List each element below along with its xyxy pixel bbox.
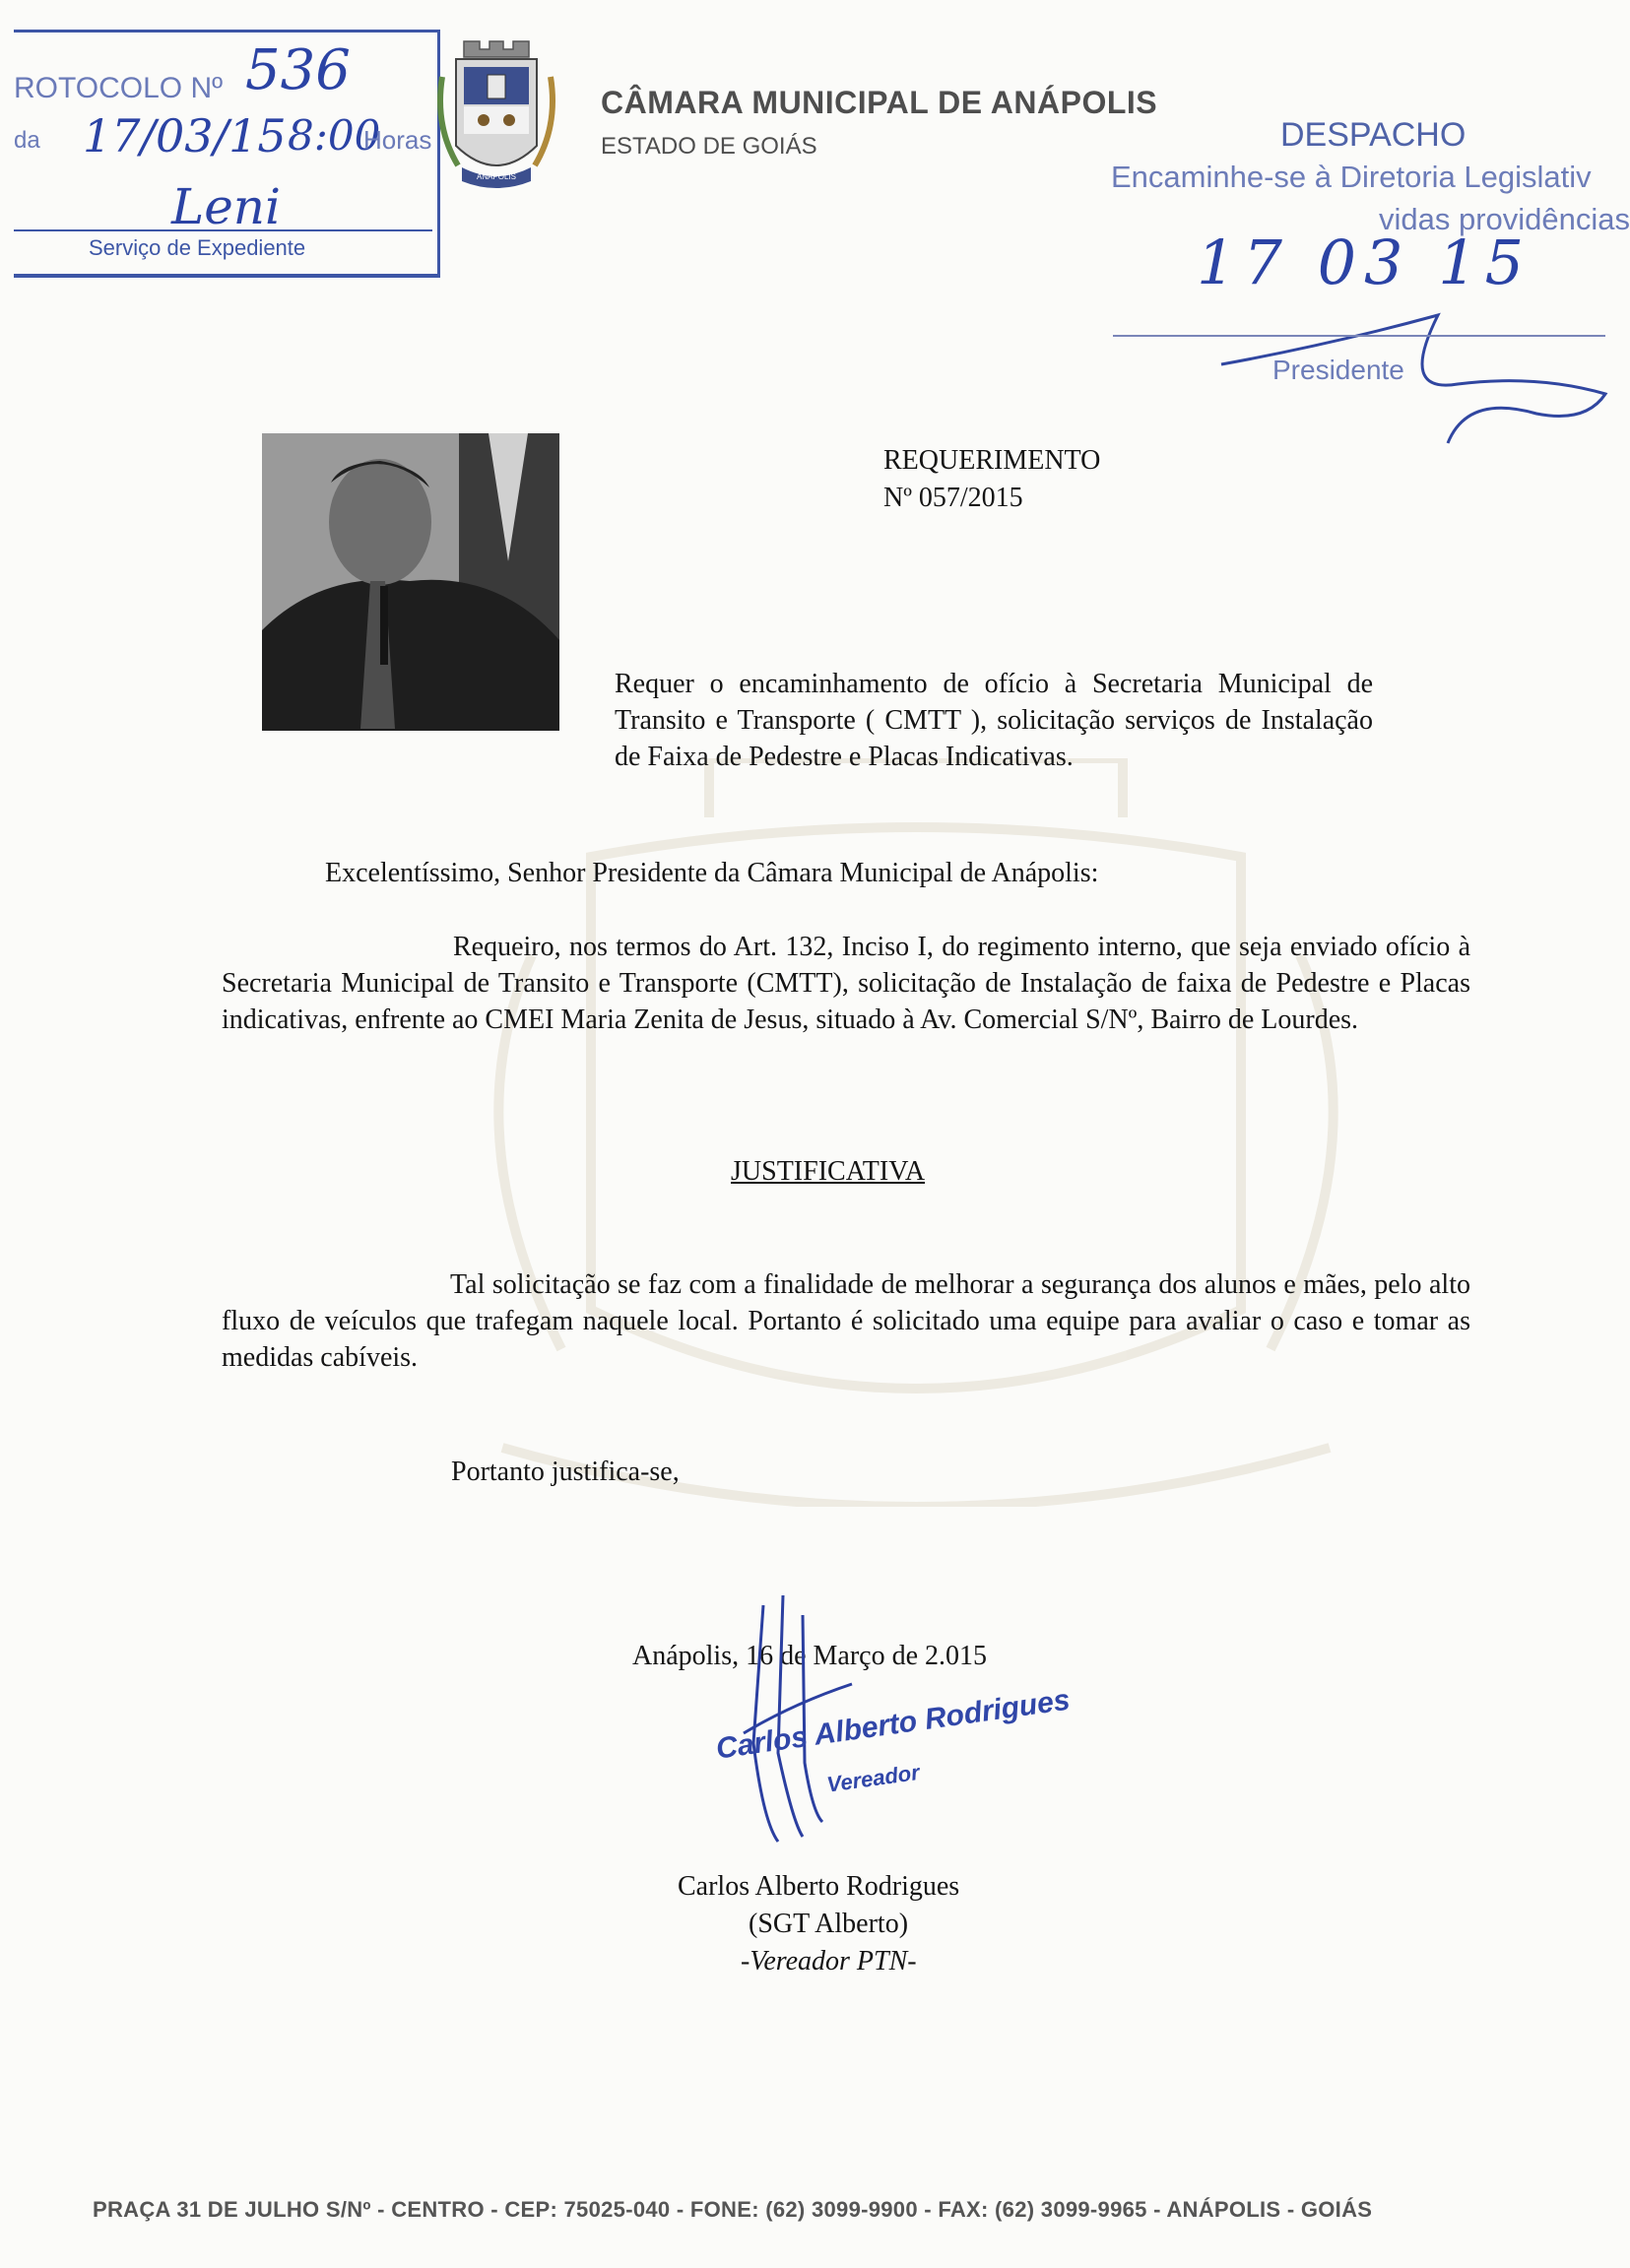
state-name: ESTADO DE GOIÁS: [601, 133, 817, 160]
footer-address: PRAÇA 31 DE JULHO S/Nº - CENTRO - CEP: 75025-040 - FONE: (62) 3099-9900 - FAX: (62) 3099-9965 - ANÁPOLIS - GOIÁS: [93, 2197, 1373, 2222]
protocol-number: 536: [245, 38, 351, 102]
protocol-number-label: ROTOCOLO Nº: [14, 72, 224, 104]
protocol-date: 17/03/15: [83, 109, 287, 162]
document-title: REQUERIMENTO: [883, 445, 1101, 476]
crest-banner-text: ANÁPOLIS: [476, 172, 517, 181]
protocol-date-label: da: [14, 127, 40, 154]
dispatch-role: Presidente: [1272, 355, 1404, 385]
protocol-service: Serviço de Expediente: [89, 235, 306, 260]
salutation: Excelentíssimo, Senhor Presidente da Câmara Municipal de Anápolis:: [325, 858, 1099, 888]
request-paragraph: Requeiro, nos termos do Art. 132, Inciso I, do regimento interno, que seja enviado ofício à Secretaria Municipal de Transito e Transporte (CMTT), solicitação de Instalação de faixa de Pedestre e Placas indicativas, enfrente ao CMEI Maria Zenita de Jesus, situado à Av. Comercial S/Nº, Bairro de Lourdes.: [222, 932, 1470, 1035]
signature-stamp-role: Vereador: [825, 1759, 922, 1797]
dispatch-stamp: [1093, 108, 1630, 443]
request-summary: Requer o encaminhamento de ofício à Secretaria Municipal de Transito e Transporte ( CMTT ), solicitação serviços de Instalação de Faixa de Pedestre e Placas Indicativas.: [615, 669, 1373, 772]
dispatch-date: 17 03 15: [1197, 227, 1532, 298]
protocol-signature: Leni: [171, 178, 281, 235]
signatory-nickname: (SGT Alberto): [749, 1909, 909, 1939]
protocol-time: 8:00: [288, 111, 381, 160]
protocol-stamp: [14, 30, 440, 278]
document-number: Nº 057/2015: [883, 483, 1023, 513]
councilman-photo: [262, 433, 559, 731]
dispatch-title: DESPACHO: [1280, 116, 1467, 154]
place-date: Anápolis, 16 de Março de 2.015: [632, 1641, 988, 1671]
municipal-crest: [434, 37, 558, 195]
protocol-hours-label: Horas: [363, 125, 432, 155]
dispatch-signature-line: [1113, 335, 1605, 337]
justification-heading: JUSTIFICATIVA: [731, 1156, 926, 1187]
signatory-name: Carlos Alberto Rodrigues: [678, 1871, 960, 1902]
dispatch-line-2: vidas providências: [1379, 202, 1630, 236]
protocol-signature-line: [14, 229, 432, 231]
dispatch-line-1: Encaminhe-se à Diretoria Legislativ: [1111, 160, 1592, 194]
signature-stamp-name: Carlos Alberto Rodrigues: [714, 1683, 1073, 1766]
signatory-title: -Vereador PTN-: [741, 1946, 917, 1976]
justification-paragraph: Tal solicitação se faz com a finalidade de melhorar a segurança dos alunos e mães, pelo alto fluxo de veículos que trafegam naquele local. Portanto é solicitado uma equipe para avaliar o caso e tomar as medidas cabíveis.: [222, 1269, 1470, 1373]
chamber-name: CÂMARA MUNICIPAL DE ANÁPOLIS: [601, 85, 1158, 120]
closing-line: Portanto justifica-se,: [451, 1457, 680, 1487]
